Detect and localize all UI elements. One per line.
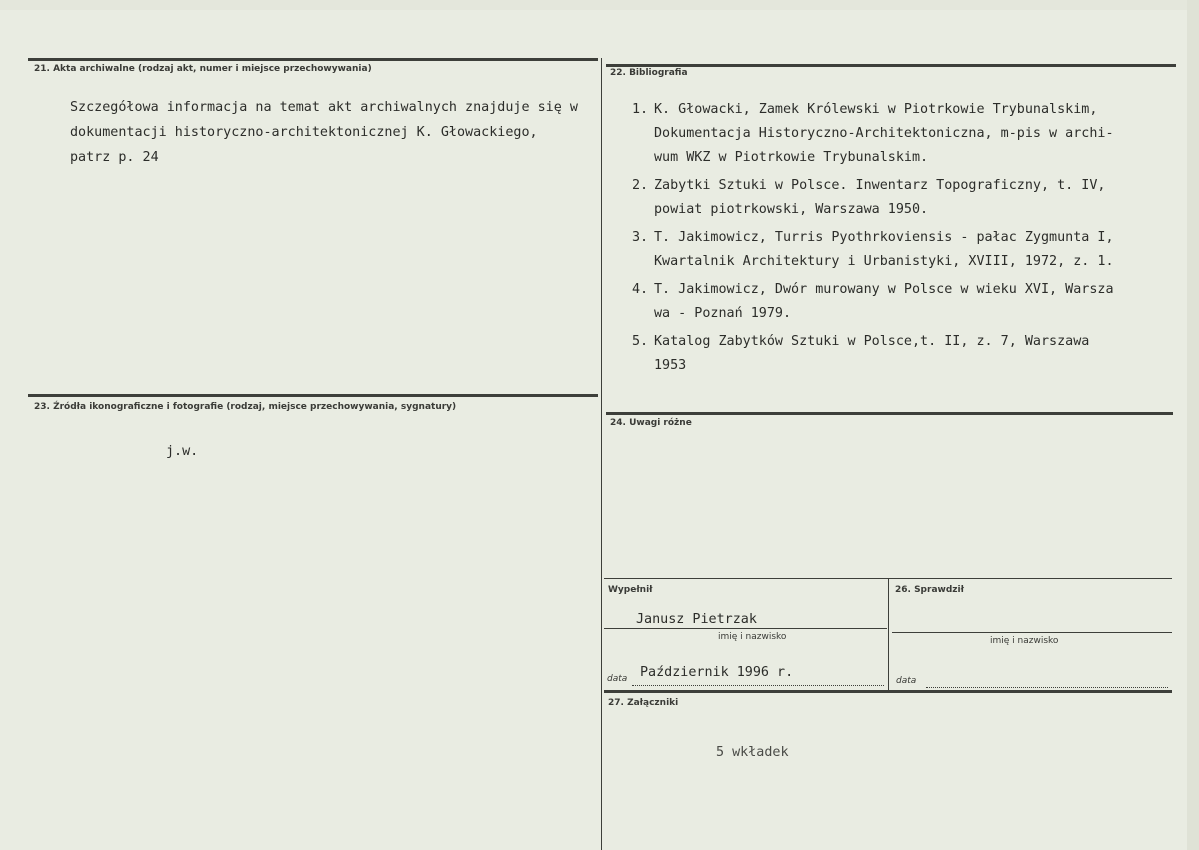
bibliography-item-1 [632, 98, 1152, 170]
section-21-line-3: patrz p. 24 [70, 150, 159, 165]
filled-by-date: Październik 1996 r. [640, 665, 794, 680]
bibliography-item-4 [632, 278, 1152, 326]
section-24-header: 24. Uwagi różne [610, 418, 692, 428]
bibliography-item-5 [632, 330, 1152, 378]
top-rule-left [28, 58, 598, 61]
section-27-rule [604, 690, 1172, 693]
section-23-header: 23. Źródła ikonograficzne i fotografie (rodzaj, miejsce przechowywania, sygnatury) [34, 402, 457, 412]
attachments-text: 5 wkładek [716, 745, 789, 760]
section-27-header: 27. Załączniki [608, 698, 679, 708]
section-21-line-1: Szczegółowa informacja na temat akt archiwalnych znajduje się w [70, 100, 578, 115]
filled-by-date-line [632, 685, 884, 686]
checked-by-date-line [926, 687, 1168, 688]
section-22-header: 22. Bibliografia [610, 68, 688, 78]
filled-by-name: Janusz Pietrzak [636, 612, 757, 627]
bibliography-item-line: Dokumentacja Historyczno-Architektoniczna, m-pis w archi- [654, 126, 1114, 141]
section-25-26-divider [888, 578, 889, 690]
checked-by-name-line [892, 632, 1172, 633]
bibliography-list [632, 98, 1152, 382]
paper-edge-top [0, 0, 1199, 10]
paper-edge-right [1187, 0, 1199, 850]
bibliography-item-line: Kwartalnik Architektury i Urbanistyki, XVIII, 1972, z. 1. [654, 254, 1114, 269]
bibliography-item-2 [632, 174, 1152, 222]
bibliography-item-line: powiat piotrkowski, Warszawa 1950. [654, 202, 929, 217]
bibliography-item-number: 3. [632, 230, 649, 245]
bibliography-item-number: 1. [632, 102, 649, 117]
section-23-rule [28, 394, 598, 397]
bibliography-item-line: T. Jakimowicz, Turris Pyothrkoviensis - pałac Zygmunta I, [654, 230, 1114, 245]
bibliography-item-line: Katalog Zabytków Sztuki w Polsce,t. II, z. 7, Warszawa [654, 334, 1090, 349]
section-21-header: 21. Akta archiwalne (rodzaj akt, numer i miejsce przechowywania) [34, 64, 372, 74]
top-rule-right [606, 64, 1176, 67]
bibliography-item-number: 2. [632, 178, 649, 193]
bibliography-item-line: 1953 [654, 358, 687, 373]
bibliography-item-line: Zabytki Sztuki w Polsce. Inwentarz Topograficzny, t. IV, [654, 178, 1106, 193]
section-21-line-2: dokumentacji historyczno-architektonicznej K. Głowackiego, [70, 125, 538, 140]
filled-by-name-label: imię i nazwisko [718, 632, 787, 642]
filled-by-date-label: data [607, 674, 628, 684]
section-25-header: Wypełnił [608, 585, 653, 595]
bibliography-item-number: 4. [632, 282, 649, 297]
bibliography-item-3 [632, 226, 1152, 274]
bibliography-item-line: K. Głowacki, Zamek Królewski w Piotrkowie Trybunalskim, [654, 102, 1098, 117]
bibliography-item-line: T. Jakimowicz, Dwór murowany w Polsce w wieku XVI, Warsza [654, 282, 1114, 297]
bibliography-item-number: 5. [632, 334, 649, 349]
bibliography-item-line: wum WKZ w Piotrkowie Trybunalskim. [654, 150, 929, 165]
checked-by-name-label: imię i nazwisko [990, 636, 1059, 646]
center-divider [601, 58, 602, 850]
section-26-header: 26. Sprawdził [895, 585, 964, 595]
checked-by-date-label: data [896, 676, 917, 686]
bibliography-item-line: wa - Poznań 1979. [654, 306, 792, 321]
section-24-rule [606, 412, 1173, 415]
filled-by-name-line [604, 628, 887, 629]
section-23-text: j.w. [166, 444, 199, 459]
